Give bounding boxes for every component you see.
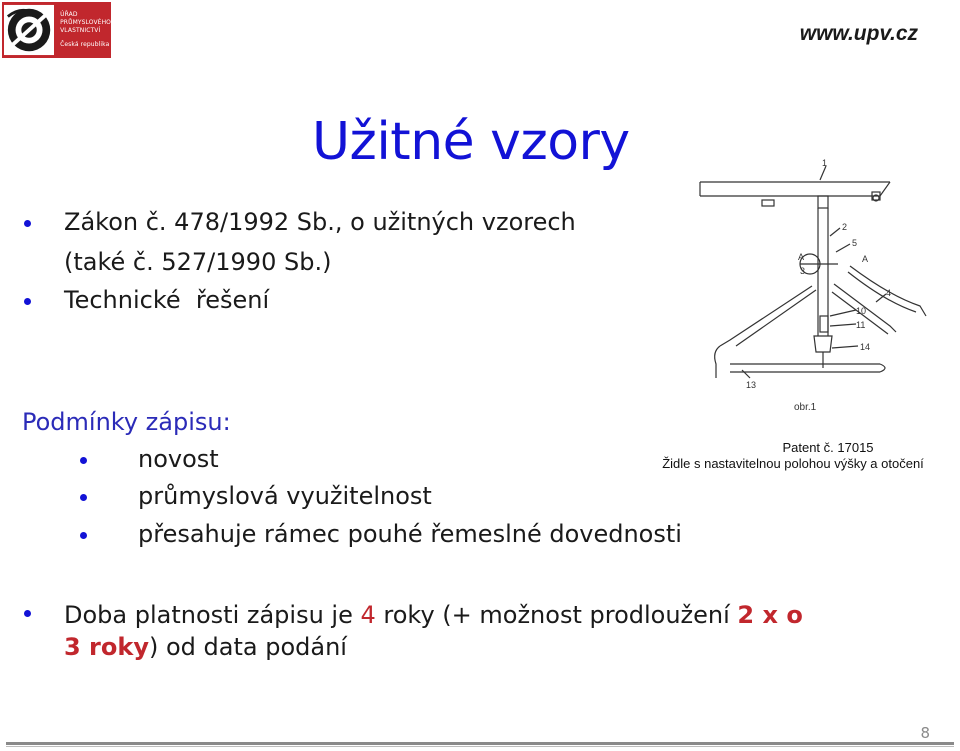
bullet-icon — [80, 494, 87, 501]
validity-part-2: roky (+ možnost prodloužení — [375, 601, 738, 629]
patent-drawing — [690, 156, 958, 416]
bullet-icon — [24, 610, 31, 617]
condition-beyond-craft: přesahuje rámec pouhé řemeslné dovednosti — [138, 520, 682, 548]
site-url[interactable]: www.upv.cz — [799, 22, 918, 45]
drawing-label: 1 — [822, 158, 828, 168]
condition-industrial-applicability: průmyslová využitelnost — [138, 482, 432, 510]
logo-emblem-icon — [4, 4, 54, 56]
drawing-label: A — [862, 254, 869, 264]
upv-logo — [2, 2, 111, 58]
bullet-icon — [80, 457, 87, 464]
logo-text — [60, 11, 111, 49]
figure-label: obr.1 — [794, 402, 817, 413]
bullet-icon — [24, 220, 31, 227]
patent-caption — [628, 440, 958, 472]
footer-divider — [6, 742, 954, 745]
drawing-label: 2 — [842, 222, 848, 232]
validity-extension-years: 3 roky — [64, 633, 149, 661]
validity-extension-times: 2 x o — [737, 601, 803, 629]
law-line-1: Zákon č. 478/1992 Sb., o užitných vzorech — [64, 208, 576, 236]
drawing-label: 11 — [856, 320, 866, 330]
logo-line-2: PRŮMYSLOVÉHO — [60, 19, 111, 26]
validity-part-3: ) od data podání — [148, 633, 347, 661]
logo-country: Česká republika — [60, 41, 110, 48]
patent-number: Patent č. 17015 — [782, 440, 874, 455]
footer-divider-thin — [6, 746, 954, 747]
validity-part-1: Doba platnosti zápisu je — [64, 601, 361, 629]
bullet-icon — [80, 532, 87, 539]
drawing-label: 14 — [860, 342, 871, 352]
conditions-heading: Podmínky zápisu: — [22, 408, 231, 436]
technical-solution: Technické řešení — [64, 286, 270, 314]
logo-line-1: ÚŘAD — [60, 11, 78, 18]
drawing-label: 13 — [746, 380, 757, 390]
validity-years-4: 4 — [360, 601, 376, 629]
drawing-label: 3 — [800, 266, 806, 276]
drawing-label: 4 — [886, 288, 892, 298]
condition-novelty: novost — [138, 445, 219, 473]
logo-line-3: VLASTNICTVÍ — [60, 27, 101, 34]
law-line-2: (také č. 527/1990 Sb.) — [64, 248, 332, 276]
drawing-label: 10 — [856, 306, 867, 316]
patent-description: Židle s nastavitelnou polohou výšky a otočení — [662, 456, 924, 471]
slide-title: Užitné vzory — [312, 112, 630, 172]
bullet-icon — [24, 298, 31, 305]
drawing-label: 5 — [852, 238, 858, 248]
page-number: 8 — [920, 724, 930, 742]
validity-text — [64, 599, 944, 663]
drawing-label: A — [798, 252, 805, 262]
